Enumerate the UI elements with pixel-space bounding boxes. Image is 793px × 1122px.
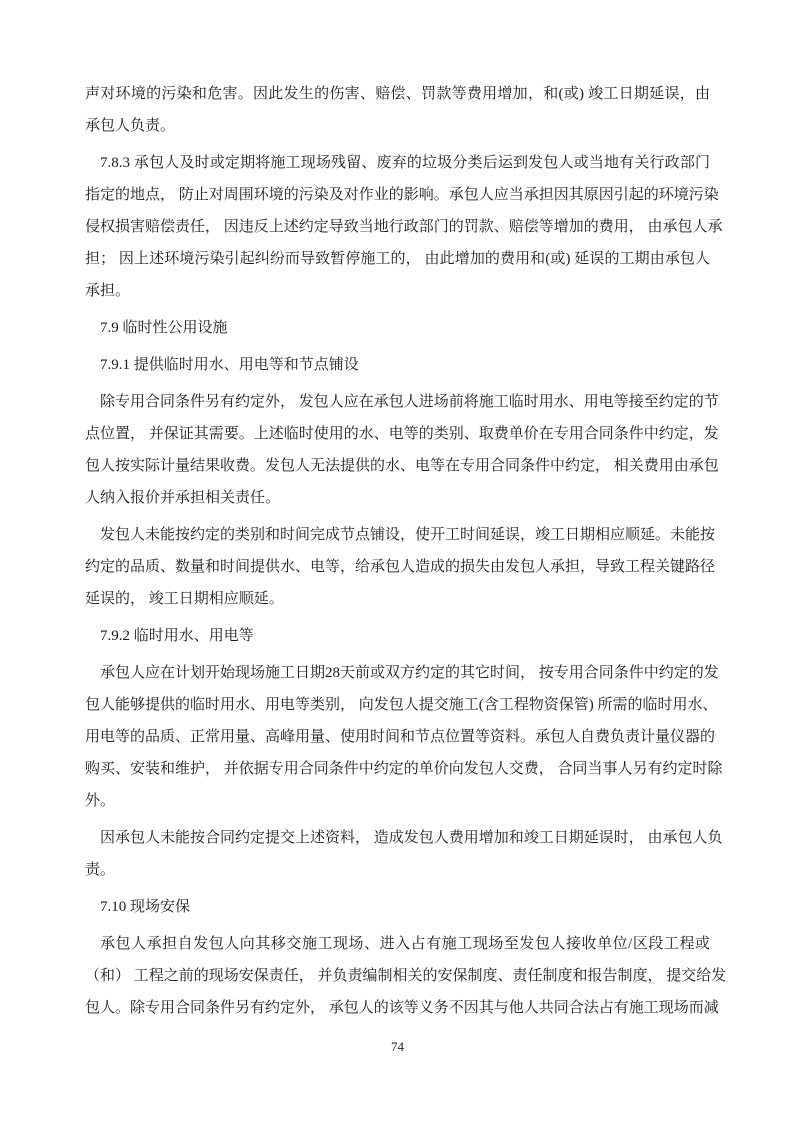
paragraph-line: 除专用合同条件另有约定外， 发包人应在承包人进场前将施工临时用水、用电等接至约定的节 (100, 394, 719, 410)
paragraph-line: 侵权损害赔偿责任， 因违反上述约定导致当地行政部门的罚款、赔偿等增加的费用， 由承包人承 (85, 219, 723, 235)
paragraph-line: 购买、安装和维护， 并依据专用合同条件中约定的单价向发包人交费， 合同当事人另有约定时除 (85, 761, 723, 777)
section-heading: 7.9.2 临时用水、用电等 (100, 628, 254, 644)
paragraph-line: 包人能够提供的临时用水、用电等类别， 向发包人提交施工(含工程物资保管) 所需的临时用水、 (85, 697, 718, 713)
page-number: 74 (391, 1039, 404, 1054)
paragraph-line: 外。 (85, 793, 116, 809)
section-heading: 7.9 临时性公用设施 (100, 320, 228, 336)
paragraph-line: 承包人应在计划开始现场施工日期28天前或双方约定的其它时间， 按专用合同条件中约定的发 (100, 665, 719, 681)
paragraph-line: 承包人承担自发包人向其移交施工现场、进入占有施工现场至发包人接收单位/区段工程或 (100, 936, 710, 952)
paragraph-line: 声对环境的污染和危害。因此发生的伤害、赔偿、罚款等费用增加，和(或) 竣工日期延误，由 (85, 86, 710, 102)
paragraph-line: 7.8.3 承包人及时或定期将施工现场残留、废弃的垃圾分类后运到发包人或当地有关行政部门 (100, 155, 710, 171)
section-heading: 7.9.1 提供临时用水、用电等和节点铺设 (100, 357, 359, 373)
paragraph-line: 延误的， 竣工日期相应顺延。 (85, 591, 284, 607)
paragraph-line: 因承包人未能按合同约定提交上述资料， 造成发包人费用增加和竣工日期延误时， 由承包人负 (100, 830, 723, 846)
paragraph-line: 用电等的品质、正常用量、高峰用量、使用时间和节点位置等资料。承包人自费负责计量仪器的 (85, 729, 716, 745)
paragraph-line: 指定的地点， 防止对周围环境的污染及对作业的影响。承包人应当承担因其原因引起的环境污染 (85, 187, 719, 203)
paragraph-line: 包人。除专用合同条件另有约定外， 承包人的该等义务不因其与他人共同合法占有施工现场而减 (85, 1000, 719, 1016)
paragraph-line: 包人按实际计量结果收费。发包人无法提供的水、电等在专用合同条件中约定， 相关费用由承包 (85, 458, 719, 474)
page-footer (85, 1038, 710, 1056)
paragraph-line: 承担。 (85, 283, 131, 299)
paragraph-line: （和） 工程之前的现场安保责任， 并负责编制相关的安保制度、责任制度和报告制度， 提交给发 (85, 968, 727, 984)
paragraph-line: 点位置， 并保证其需要。上述临时使用的水、电等的类别、取费单价在专用合同条件中约定，发 (85, 426, 719, 442)
paragraph-line: 担； 因上述环境污染引起纠纷而导致暂停施工的， 由此增加的费用和(或) 延误的工期由承包人 (85, 251, 710, 267)
paragraph-line: 约定的品质、数量和时间提供水、电等，给承包人造成的损失由发包人承担，导致工程关键路径 (85, 559, 716, 575)
paragraph-line: 责。 (85, 862, 116, 878)
section-heading: 7.10 现场安保 (100, 899, 191, 915)
paragraph-line: 发包人未能按约定的类别和时间完成节点铺设，使开工时间延误，竣工日期相应顺延。未能按 (100, 527, 716, 543)
document-content (85, 78, 727, 1024)
paragraph-line: 承包人负责。 (85, 118, 176, 134)
paragraph-line: 人纳入报价并承担相关责任。 (85, 490, 281, 506)
